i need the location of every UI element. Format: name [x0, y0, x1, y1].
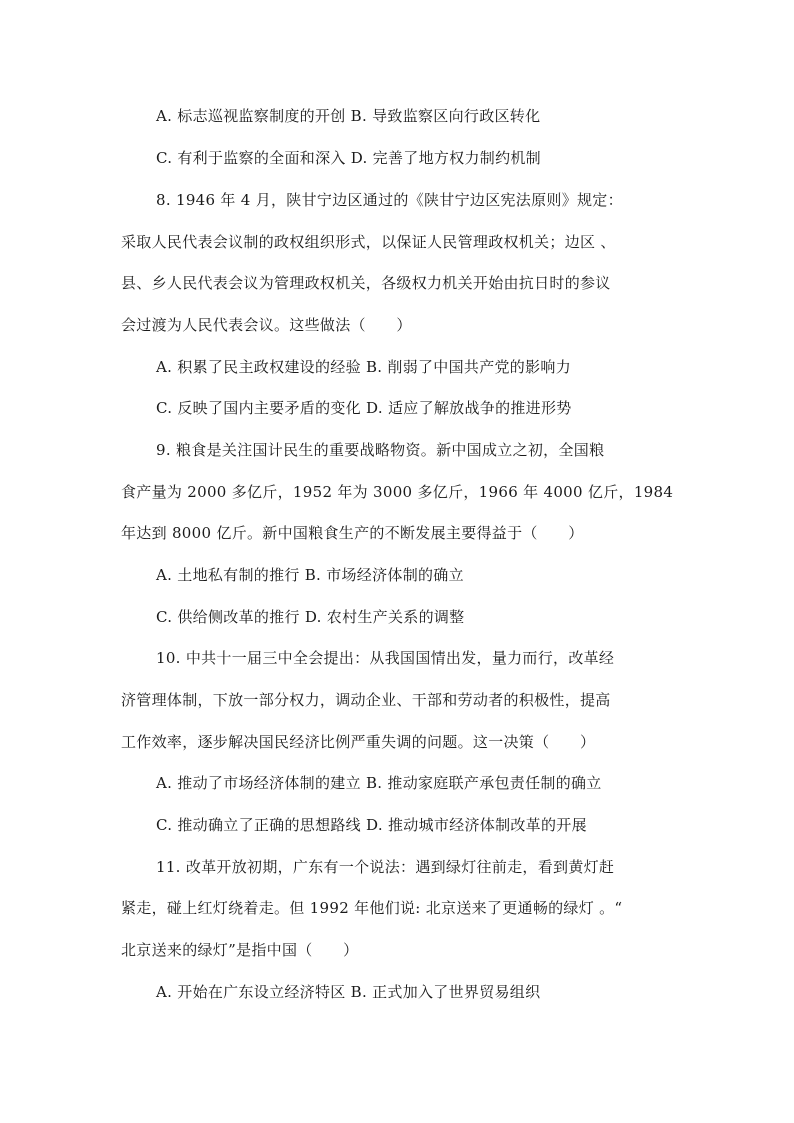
q8-stem-line-2: 采取人民代表会议制的政权组织形式，以保证人民管理政权机关；边区 、 — [121, 233, 616, 251]
q9-stem-line-3: 年达到 8000 亿斤。新中国粮食生产的不断发展主要得益于（ ） — [121, 524, 584, 542]
q10-option-ab: A. 推动了市场经济体制的建立 B. 推动家庭联产承包责任制的确立 — [156, 774, 602, 792]
q8-option-ab: A. 积累了民主政权建设的经验 B. 削弱了中国共产党的影响力 — [156, 358, 571, 376]
q8-option-cd: C. 反映了国内主要矛盾的变化 D. 适应了解放战争的推进形势 — [156, 399, 572, 417]
q11-stem-line-2: 紧走，碰上红灯绕着走。但 1992 年他们说: 北京送来了更通畅的绿灯 。“ — [121, 899, 623, 917]
q7-option-ab: A. 标志巡视监察制度的开创 B. 导致监察区向行政区转化 — [156, 107, 541, 125]
q10-stem-line-1: 10. 中共十一届三中全会提出：从我国国情出发，量力而行，改革经 — [156, 649, 615, 667]
q10-stem-line-3: 工作效率，逐步解决国民经济比例严重失调的问题。这一决策（ ） — [121, 733, 596, 751]
q8-stem-line-1: 8. 1946 年 4 月，陕甘宁边区通过的《陕甘宁边区宪法原则》规定： — [156, 191, 623, 209]
q10-stem-line-2: 济管理体制，下放一部分权力，调动企业、干部和劳动者的积极性，提高 — [121, 691, 611, 709]
q9-stem-line-1: 9. 粮食是关注国计民生的重要战略物资。新中国成立之初，全国粮 — [156, 441, 605, 459]
q9-option-cd: C. 供给侧改革的推行 D. 农村生产关系的调整 — [156, 608, 465, 626]
q9-option-ab: A. 土地私有制的推行 B. 市场经济体制的确立 — [156, 566, 464, 584]
q7-option-cd: C. 有利于监察的全面和深入 D. 完善了地方权力制约机制 — [156, 149, 541, 167]
q11-option-ab: A. 开始在广东设立经济特区 B. 正式加入了世界贸易组织 — [156, 983, 541, 1001]
q8-stem-line-3: 县、乡人民代表会议为管理政权机关，各级权力机关开始由抗日时的参议 — [121, 274, 611, 292]
q11-stem-line-3: 北京送来的绿灯”是指中国（ ） — [121, 941, 359, 959]
q9-stem-line-2: 食产量为 2000 多亿斤，1952 年为 3000 多亿斤，1966 年 4000 亿斤，1984 — [121, 483, 674, 501]
q11-stem-line-1: 11. 改革开放初期，广东有一个说法：遇到绿灯往前走，看到黄灯赶 — [156, 858, 615, 876]
q10-option-cd: C. 推动确立了正确的思想路线 D. 推动城市经济体制改革的开展 — [156, 816, 587, 834]
q8-stem-line-4: 会过渡为人民代表会议。这些做法（ ） — [121, 316, 412, 334]
